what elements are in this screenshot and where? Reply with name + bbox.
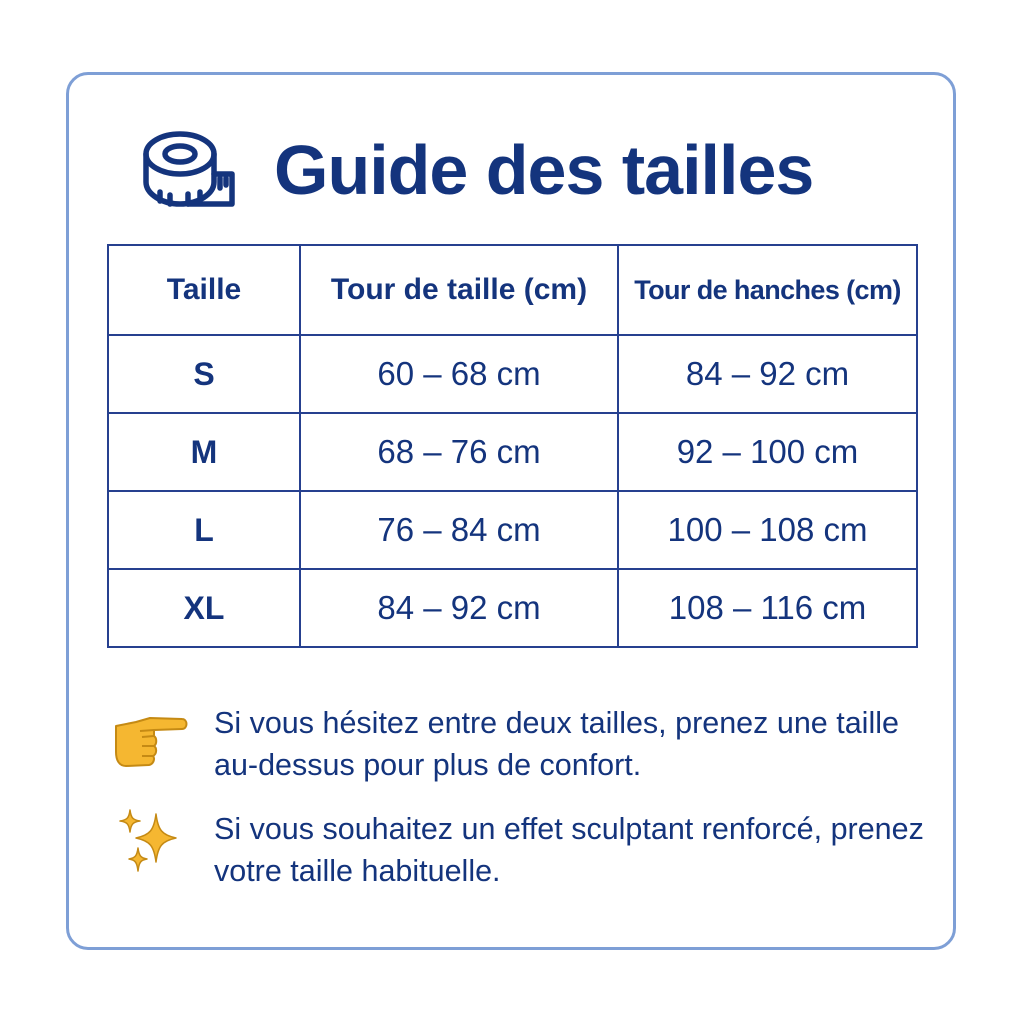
waist-cell: 60 – 68 cm <box>300 335 618 413</box>
table-row <box>108 569 917 647</box>
column-header-size: Taille <box>108 245 300 335</box>
table-row <box>108 491 917 569</box>
measuring-tape-icon <box>140 128 236 212</box>
size-cell: S <box>108 335 300 413</box>
sculpt-text: Si vous souhaitez un effet sculptant renforcé, prenez votre taille habituelle. <box>214 812 924 888</box>
hips-cell: 108 – 116 cm <box>618 569 917 647</box>
hips-cell: 84 – 92 cm <box>618 335 917 413</box>
tip-text: Si vous hésitez entre deux tailles, prenez une taille au-dessus pour plus de confort. <box>214 706 899 782</box>
column-header-waist: Tour de taille (cm) <box>300 245 618 335</box>
size-table <box>107 244 918 648</box>
sparkles-icon <box>110 808 190 878</box>
waist-cell: 76 – 84 cm <box>300 491 618 569</box>
size-cell: XL <box>108 569 300 647</box>
hips-cell: 92 – 100 cm <box>618 413 917 491</box>
page-title: Guide des tailles <box>274 131 814 209</box>
table-row <box>108 335 917 413</box>
header <box>140 120 813 220</box>
size-cell: M <box>108 413 300 491</box>
waist-cell: 84 – 92 cm <box>300 569 618 647</box>
size-cell: L <box>108 491 300 569</box>
table-header-row <box>108 245 917 335</box>
table-row <box>108 413 917 491</box>
sculpt-note <box>110 808 934 892</box>
hips-cell: 100 – 108 cm <box>618 491 917 569</box>
column-header-hips: Tour de hanches (cm) <box>618 245 917 335</box>
tip-note <box>110 702 934 786</box>
pointing-hand-icon <box>110 702 190 772</box>
waist-cell: 68 – 76 cm <box>300 413 618 491</box>
